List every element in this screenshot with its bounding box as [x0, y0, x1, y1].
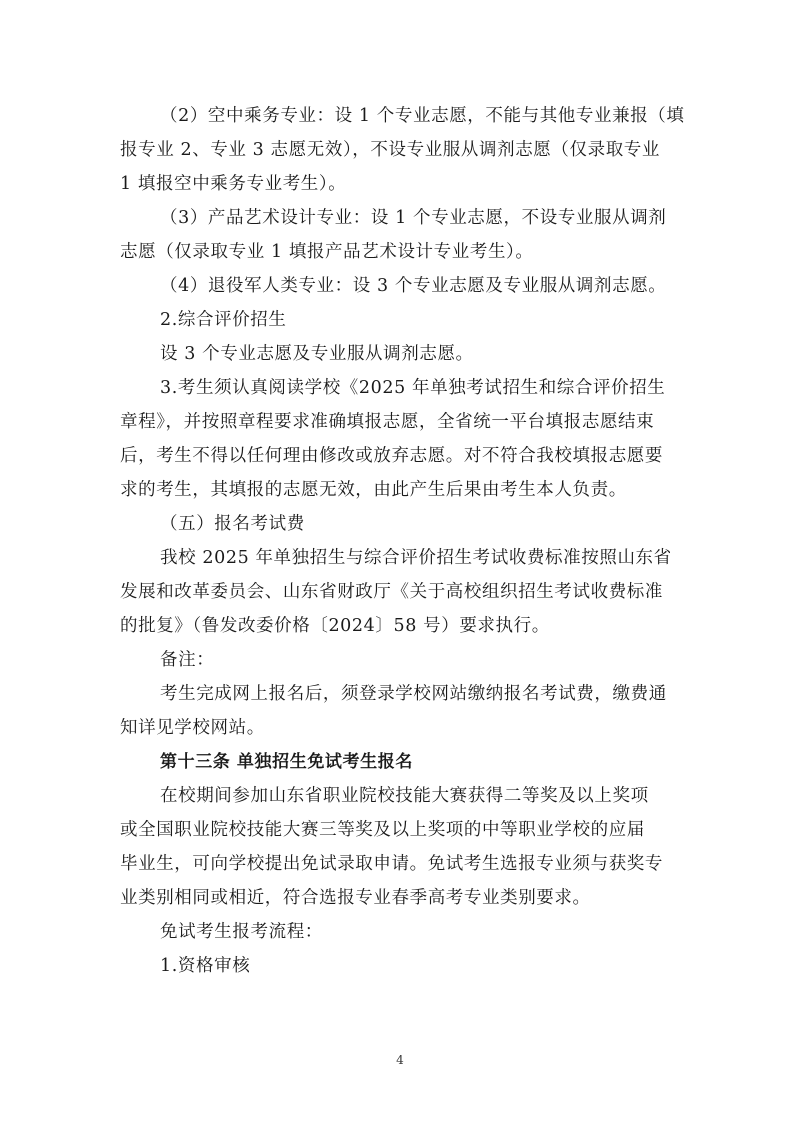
paragraph-line: 知详见学校网站。 — [120, 718, 265, 738]
paragraph-line: 章程》，并按照章程要求准确填报志愿，全省统一平台填报志愿结束 — [120, 412, 655, 432]
paragraph-line: 发展和改革委员会、山东省财政厅《关于高校组织招生考试收费标准 — [120, 582, 663, 602]
paragraph-line: （2）空中乘务专业：设 1 个专业志愿，不能与其他专业兼报（填 — [160, 106, 685, 126]
paragraph-line: 业类别相同或相近，符合选报专业春季高考专业类别要求。 — [120, 888, 591, 908]
paragraph-line: 考生完成网上报名后，须登录学校网站缴纳报名考试费，缴费通 — [160, 684, 667, 704]
paragraph-line: 志愿（仅录取专业 1 填报产品艺术设计专业考生）。 — [120, 242, 534, 262]
page-number: 4 — [396, 1053, 404, 1067]
paragraph-line: 或全国职业院校技能大赛三等奖及以上奖项的中等职业学校的应届 — [120, 820, 645, 840]
paragraph-line: 1 填报空中乘务专业考生）。 — [120, 174, 347, 194]
paragraph-line: 3.考生须认真阅读学校《2025 年单独考试招生和综合评价招生 — [160, 378, 666, 398]
subheading: 1.资格审核 — [160, 956, 251, 976]
paragraph-line: 的批复》（鲁发改委价格〔2024〕58 号）要求执行。 — [120, 616, 550, 636]
paragraph-line: 我校 2025 年单独招生与综合评价招生考试收费标准按照山东省 — [160, 548, 672, 568]
paragraph-line: 后，考生不得以任何理由修改或放弃志愿。对不符合我校填报志愿要 — [120, 446, 663, 466]
paragraph-line: 免试考生报考流程： — [160, 922, 323, 942]
paragraph-line: 报专业 2、专业 3 志愿无效），不设专业服从调剂志愿（仅录取专业 — [120, 140, 661, 160]
article-heading: 第十三条 单独招生免试考生报名 — [160, 752, 413, 772]
paragraph-line: 毕业生，可向学校提出免试录取申请。免试考生选报专业须与获奖专 — [120, 854, 663, 874]
paragraph-line: 求的考生，其填报的志愿无效，由此产生后果由考生本人负责。 — [120, 480, 627, 500]
paragraph-line: 设 3 个专业志愿及专业服从调剂志愿。 — [160, 344, 474, 364]
paragraph-line: （3）产品艺术设计专业：设 1 个专业志愿，不设专业服从调剂 — [160, 208, 667, 228]
section-heading: （五）报名考试费 — [160, 514, 305, 534]
paragraph-line: 在校期间参加山东省职业院校技能大赛获得二等奖及以上奖项 — [160, 786, 649, 806]
subheading: 2.综合评价招生 — [160, 310, 287, 330]
note-label: 备注： — [160, 650, 215, 670]
paragraph-line: （4）退役军人类专业：设 3 个专业志愿及专业服从调剂志愿。 — [160, 276, 667, 296]
